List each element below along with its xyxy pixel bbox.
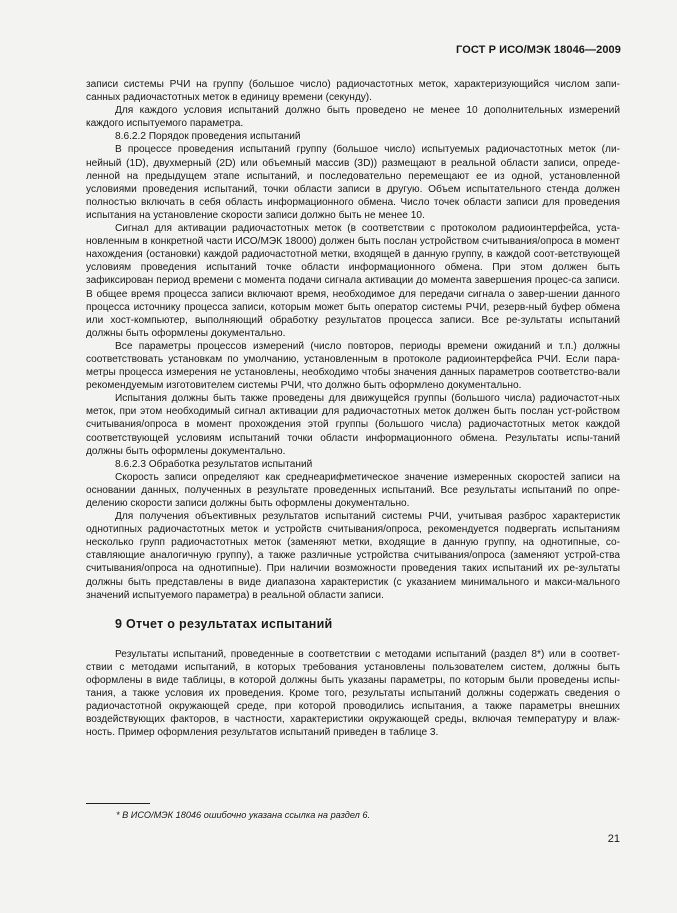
section-heading: 9 Отчет о результатах испытаний bbox=[115, 616, 333, 631]
paragraph: Для каждого условия испытаний должно быть проведено не менее 10 дополнительных измерений каждого испытуемого параметра. bbox=[86, 105, 620, 130]
subsection-heading: 8.6.2.2 Порядок проведения испытаний bbox=[115, 131, 301, 143]
paragraph: Для получения объективных результатов испытаний системы РЧИ, учитывая разброс характеристик однотипных радиочастотных меток и устройств считывания/опроса, рекомендуется подвергать испытаниям несколько групп радиочастотных меток (заменяют метки, входящие в данную группу, на однотипные, со-ставляющие аналогичную группу), а также различные устройства считывания/опроса (заменяют устрой-ства считывания/опроса на однотипные). При наличии возможности проведения таких испытаний их ре-зультаты должны быть представлены в виде диапазона характеристик (с указанием минимального и макси-мального значений испытуемого параметра) в реальной области записи. bbox=[86, 511, 620, 601]
paragraph: Сигнал для активации радиочастотных меток (в соответствии с протоколом радиоинтерфейса, уста-новленным в конкретной части ИСО/МЭК 18000) должен быть послан устройством считывания/опроса в момент нахождения (остановки) каждой радиочастотной метки, входящей в данную группу, в каждой соот-ветствующей условиям проведения испытаний точке области информационного обмена. При этом должен быть зафиксирован период времени с момента подачи сигнала активации до момента завершения процес-са записи. В общее время процесса записи включают время, необходимое для передачи сигнала о завер-шении данного процесса источнику процесса записи, которым может быть оператор системы РЧИ, резерв-ный буфер обмена или хост-компьютер, выполняющий обработку результатов процесса записи. Все ре-зультаты испытаний должны быть оформлены документально. bbox=[86, 223, 620, 339]
paragraph: В процессе проведения испытаний группу (большое число) испытуемых радиочастотных меток (ли-нейный (1D), двухмерный (2D) или объемный массив (3D)) размещают в реальной области записи, опреде-ленной на предыдущем этапе испытаний, и последовательно перемещают ее из одной, установленной условиями проведения испытаний, точки области записи в другую. Объем испытательного стенда должен полностью включать в себя область информационного обмена. Число точек области записи для проведения испытания на установление скорости записи должно быть не менее 10. bbox=[86, 144, 620, 221]
document-header: ГОСТ Р ИСО/МЭК 18046—2009 bbox=[456, 44, 621, 56]
paragraph: записи системы РЧИ на группу (большое число) радиочастотных меток, характеризующийся числом запи-санных радиочастотных меток в единицу времени (секунду). bbox=[86, 79, 620, 104]
subsection-heading: 8.6.2.3 Обработка результатов испытаний bbox=[115, 458, 313, 470]
paragraph: Результаты испытаний, проведенные в соответствии с методами испытаний (раздел 8*) или в соответ-ствии с методами испытаний, в которых требования установлены пользователем систем, должны быть оформлены в виде таблицы, в которой должны быть указаны параметры, по которым были проведены испы-тания, а также условия их проведения. Кроме того, результаты испытаний должны содержать сведения о радиочастотной окружающей среде, при которой проводились испытания, а также параметры внешних воздействующих факторов, в частности, характеристики окружающей среды, включая температуру и влаж-ность. Пример оформления результатов испытаний приведен в таблице 3. bbox=[86, 648, 620, 739]
body-text bbox=[86, 78, 620, 740]
page-number: 21 bbox=[607, 833, 620, 845]
paragraph: Испытания должны быть также проведены для движущейся группы (большого числа) радиочастот-ных меток, при этом необходимый сигнал активации для радиочастотных меток должен быть послан уст-ройством считывания/опроса в момент прохождения этой группы (большого числа) радиочастотных меток каждой соответствующей условиям испытаний точки области информационного обмена. Результаты испы-таний должны быть оформлены документально. bbox=[86, 393, 620, 457]
paragraph: Все параметры процессов измерений (число повторов, периоды времени ожиданий и т.п.) должны соответствовать установкам по умолчанию, установленным в протоколе радиоинтерфейса РЧИ. Если пара-метры процесса измерения не установлены, необходимо чтобы значения данных параметров соответство-вали рекомендуемым изготовителем системы РЧИ, что должно быть оформлено документально. bbox=[86, 340, 620, 392]
footnote-divider bbox=[86, 803, 150, 804]
paragraph: Скорость записи определяют как среднеарифметическое значение измеренных скоростей записи на основании данных, полученных в результате проведенных испытаний. Все результаты испытаний по опре-делению скорости записи должны быть оформлены документально. bbox=[86, 471, 620, 509]
footnote: * В ИСО/МЭК 18046 ошибочно указана ссылка на раздел 6. bbox=[116, 810, 371, 820]
